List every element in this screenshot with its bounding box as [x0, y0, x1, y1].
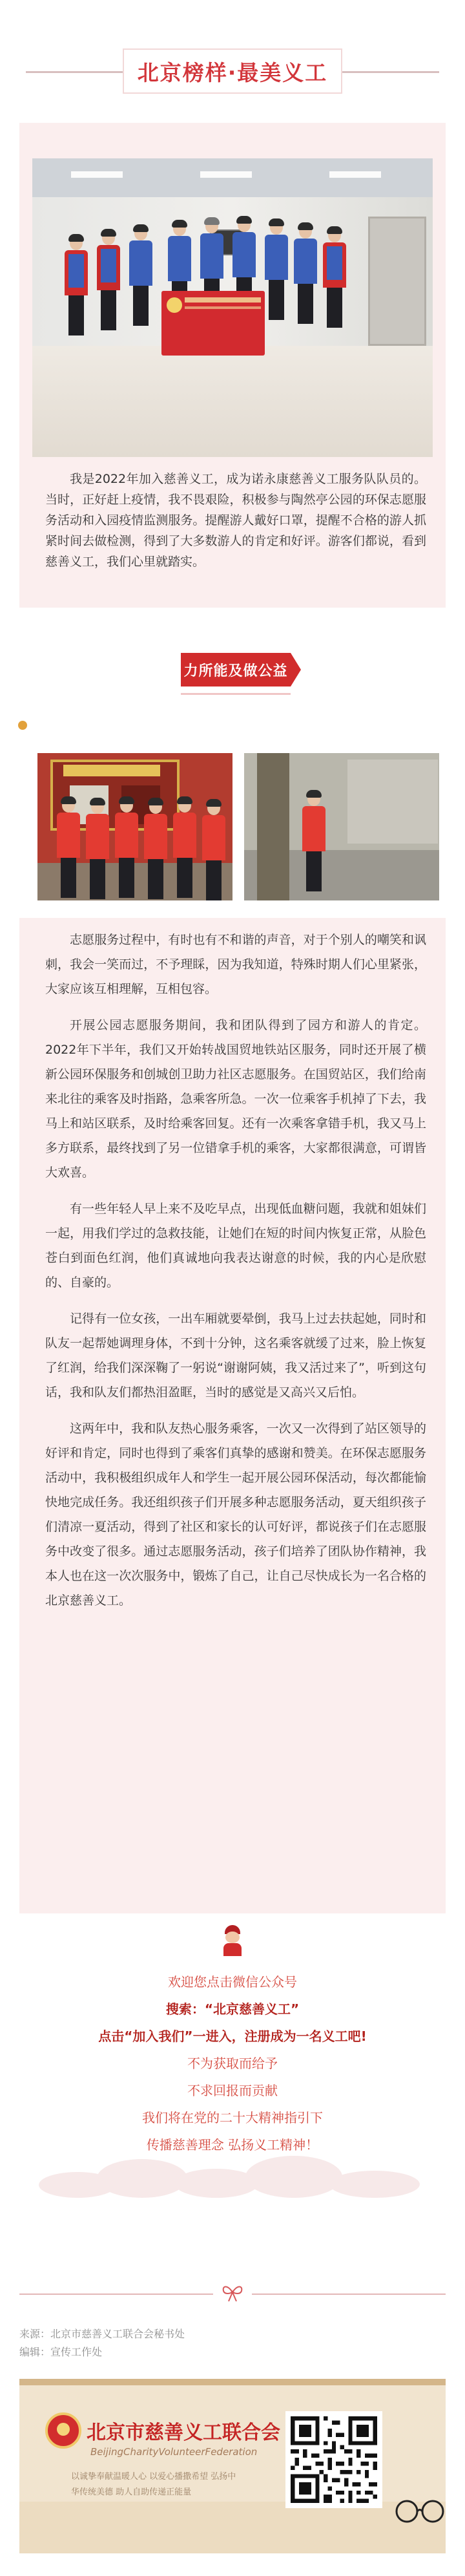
cta-join[interactable]: 点击“加入我们”一进入，注册成为一名义工吧! [98, 2028, 367, 2044]
footer-org-name: 北京市慈善义工联合会 [87, 2422, 280, 2444]
ceiling-light [329, 171, 381, 178]
ceiling-light [200, 171, 252, 178]
station-door [368, 217, 426, 346]
title-line-left [26, 71, 123, 73]
banner-logo-icon [167, 297, 182, 313]
section-heading [181, 653, 291, 687]
divider-right [252, 2294, 446, 2295]
story-card [19, 918, 446, 1913]
cta-welcome: 欢迎您点击微信公众号 [168, 1974, 297, 1990]
divider-left [19, 2294, 213, 2295]
footer-wave [19, 2502, 446, 2553]
intro-paragraph: 我是2022年加入慈善义工，成为诺永康慈善义工服务队队员的。当时，正好赶上疫情，我不畏艰险，积极参与陶然亭公园的环保志愿服务活动和入园疫情监测服务。提醒游人戴好口罩，提醒不合格的游人抓紧时间去做检测，得到了大多数游人的肯定和好评。游客们都说，看到慈善义工，我们心里就踏实。 [45, 472, 426, 569]
intro-card [19, 123, 446, 608]
footer-note: 以诚挚奉献温暖人心 以爱心播撒希望 弘扬中华传统美德 助人自助传递正能量 [71, 2472, 236, 2497]
wechat-qr-code[interactable] [285, 2411, 382, 2508]
store-sign [63, 765, 160, 776]
section-heading-text: 力所能及做公益 [183, 663, 288, 679]
photo-volunteers-storefront[interactable] [37, 753, 232, 900]
building [347, 760, 438, 844]
footer-top-band [19, 2379, 446, 2385]
volunteer-team-banner [161, 291, 265, 356]
title-line-right [342, 71, 439, 73]
station-floor [32, 346, 433, 457]
footer-org-name-en: BeijingCharityVolunteerFederation [90, 2446, 258, 2458]
slogan-line: 传播慈善理念 弘扬义工精神！ [146, 2137, 319, 2153]
source-credit: 来源：北京市慈善义工联合会秘书处 [19, 2328, 185, 2340]
cta-search[interactable]: 搜索：“北京慈善义工” [165, 2001, 300, 2017]
story-text [45, 928, 426, 1624]
glasses-icon [391, 2495, 446, 2528]
tree-trunk [257, 753, 289, 900]
ceiling-light [71, 171, 123, 178]
story-paragraph: 这两年中，我和队友热心服务乘客，一次又一次得到了站区领导的好评和肯定，同时也得到了乘客们真挚的感谢和赞美。在环保志愿服务活动中，我积极组织成年人和学生一起开展公园环保活动，每次都能愉快地完成任务。我还组织孩子们开展多种志愿服务活动，夏天组织孩子们清凉一夏活动，得到了社区和家长的认可好评，都说孩子们在志愿服务中改变了很多。通过志愿服务活动，孩子们培养了团队协作精神，我本人也在这一次次服务中，锻炼了自己，让自己尽快成长为一名合格的北京慈善义工。 [45, 1421, 426, 1608]
story-paragraph: 记得有一位女孩，一出车厢就要晕倒，我马上过去扶起她，同时和队友一起帮她调理身体，不到十分钟，这名乘客就缓了过来，脸上恢复了红润，给我们深深鞠了一躬说“谢谢阿姨，我又活过来了”，听到这句话，我和队友们都热泪盈眶，当时的感觉是又高兴又后怕。 [45, 1312, 426, 1400]
slogan-line: 不为获取而给予 [187, 2056, 278, 2071]
photo-volunteer-street-cleaning[interactable] [244, 753, 439, 900]
volunteer-mascot-icon [220, 1925, 245, 1956]
decoration-dot-icon [18, 721, 27, 730]
page-title: 北京榜样·最美义工 [137, 59, 328, 85]
cloud-decoration [0, 2153, 465, 2198]
group-photo-subway[interactable] [32, 158, 433, 457]
bow-icon [221, 2283, 244, 2303]
editor-credit: 编辑：宣传工作处 [19, 2346, 103, 2358]
section-underline [181, 693, 291, 695]
title-box [123, 48, 342, 94]
ceiling [32, 158, 433, 197]
story-paragraph: 开展公园志愿服务期间，我和团队得到了园方和游人的肯定。2022年下半年，我们又开始转战国贸地铁站区服务，同时还开展了横新公园环保服务和创城创卫助力社区志愿服务。在国贸站区，我们给南来北往的乘客及时指路，急乘客所急。一次一位乘客手机掉了下去，我马上和站区联系，及时给乘客回复。还有一次乘客拿错手机，我又马上多方联系，最终找到了另一位错拿手机的乘客，大家都很满意，可谓皆大欢喜。 [45, 1018, 426, 1180]
title-banner [0, 39, 465, 103]
story-paragraph: 有一些年轻人早上来不及吃早点，出现低血糖问题，我就和姐妹们一起，用我们学过的急救技能，让她们在短的时间内恢复正常，从脸色苍白到面色红润，他们真诚地向我表达谢意的时候，我的内心是欣慰的、自豪的。 [45, 1202, 426, 1290]
slogan-line: 不求回报而贡献 [187, 2083, 278, 2098]
qr-code-icon [291, 2416, 377, 2503]
slogan-line: 我们将在党的二十大精神指引下 [142, 2110, 323, 2125]
story-paragraph: 志愿服务过程中，有时也有不和谐的声音，对于个别人的嘲笑和讽刺，我会一笑而过，不予理睬，因为我知道，特殊时期人们心里紧张，大家应该互相理解，互相包容。 [45, 933, 426, 996]
footer-card [19, 2379, 446, 2553]
federation-logo-icon [45, 2412, 81, 2449]
